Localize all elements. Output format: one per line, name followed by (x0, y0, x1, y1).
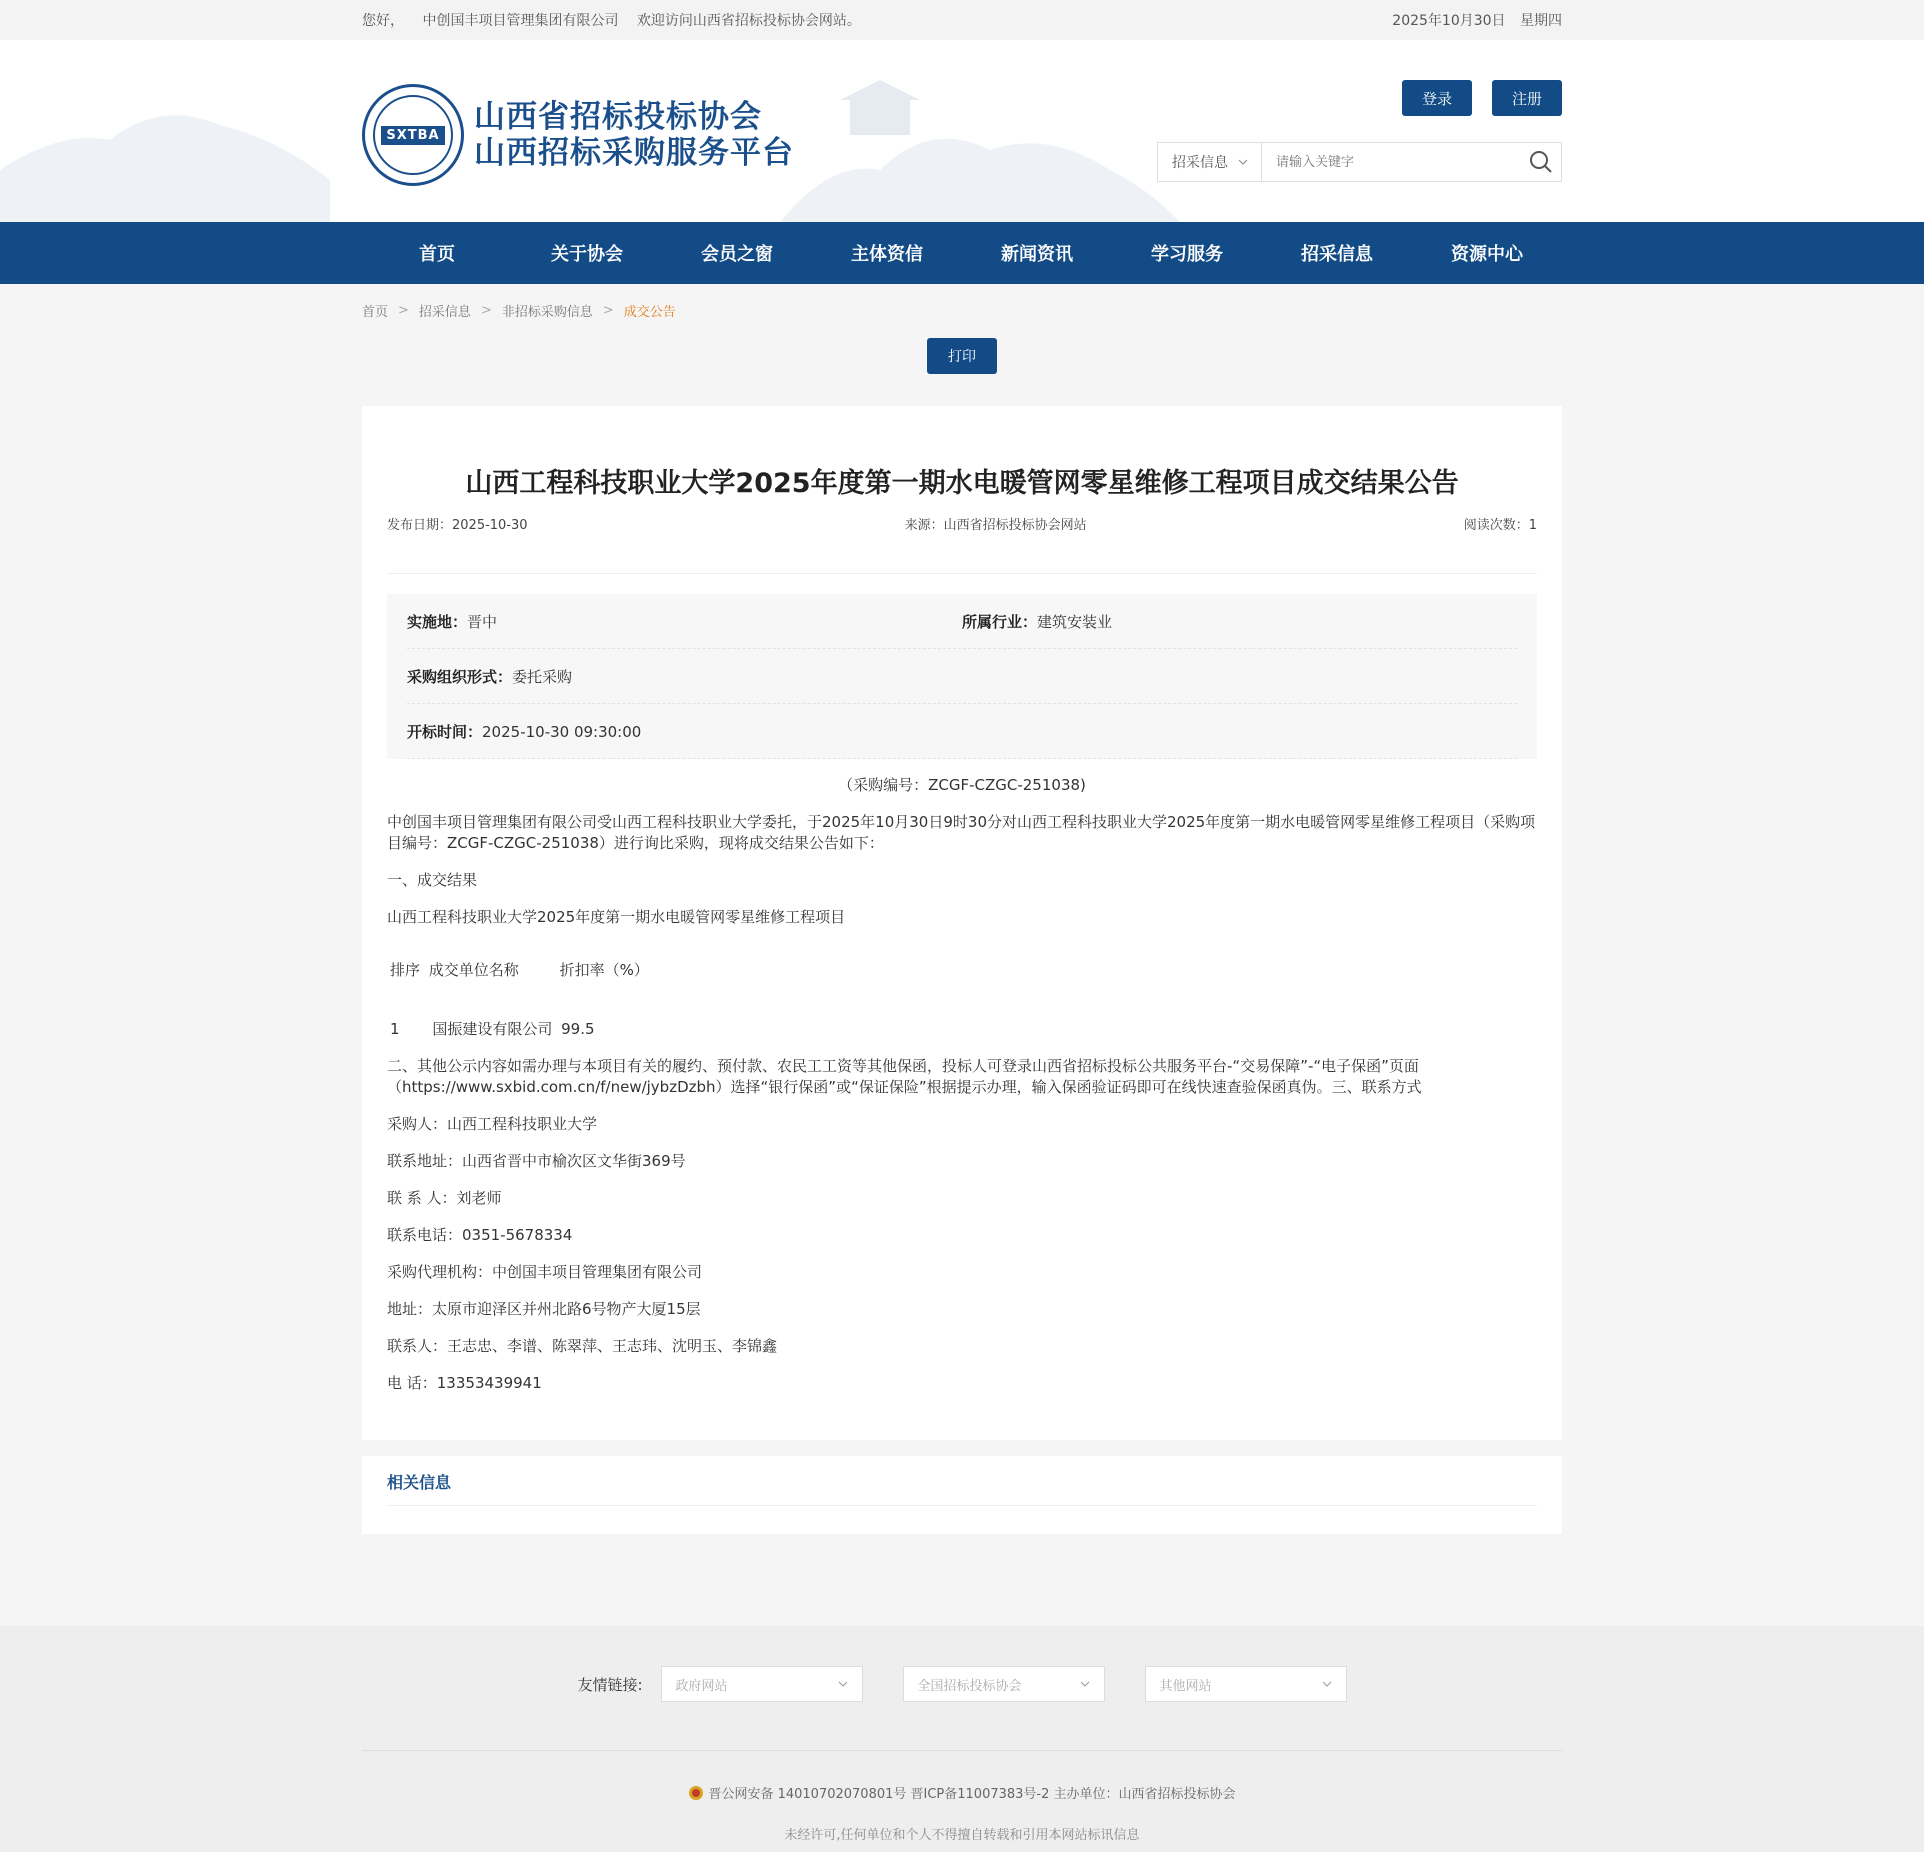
contact-person: 联 系 人：刘老师 (387, 1189, 502, 1207)
nav-news[interactable]: 新闻资讯 (1001, 244, 1073, 265)
nav-procurement[interactable]: 招采信息 (1301, 244, 1373, 265)
main-nav (0, 222, 1924, 284)
contact-agency-address: 地址：太原市迎泽区并州北路6号物产大厦15层 (387, 1300, 701, 1318)
related-title: 相关信息 (387, 1470, 1537, 1506)
row-discount: 99.5 (561, 1020, 595, 1038)
project-name: 山西工程科技职业大学2025年度第一期水电暖管网零星维修工程项目 (387, 908, 846, 926)
info-row-3 (407, 704, 1517, 759)
search-icon[interactable] (1521, 143, 1561, 181)
greeting-welcome: 欢迎访问山西省招标投标协会网站。 (636, 13, 861, 29)
search-category-label: 招采信息 (1172, 155, 1228, 171)
gov-sites-dropdown[interactable] (661, 1666, 863, 1702)
open-time-label: 开标时间： (407, 722, 483, 741)
contact-agency-people: 联系人：王志忠、李谱、陈翠萍、王志玮、沈明玉、李锦鑫 (387, 1337, 778, 1355)
industry-label: 所属行业： (962, 612, 1038, 631)
login-button[interactable]: 登录 (1402, 80, 1472, 116)
contact-agency-phone: 电 话：13353439941 (387, 1374, 542, 1392)
chevron-right-icon: > (480, 302, 492, 318)
site-footer (0, 1626, 1924, 1852)
nav-about[interactable]: 关于协会 (551, 244, 623, 265)
procurement-code: （采购编号：ZCGF-CZGC-251038) (838, 776, 1086, 794)
search-category-select[interactable] (1158, 143, 1262, 181)
register-button[interactable]: 注册 (1492, 80, 1562, 116)
org-label: 采购组织形式： (407, 667, 513, 686)
greeting-hello: 您好， (362, 13, 404, 29)
chevron-right-icon: > (398, 302, 409, 318)
article-source: 来源：山西省招标投标协会网站 (904, 518, 1087, 533)
gov-sites-label: 政府网站 (675, 1678, 728, 1694)
site-logo[interactable] (362, 84, 794, 186)
industry-value: 建筑安装业 (1037, 612, 1113, 631)
location-value: 晋中 (467, 612, 498, 631)
police-badge-icon (688, 1785, 704, 1801)
article-body (387, 775, 1537, 1394)
open-time-value: 2025-10-30 09:30:00 (482, 722, 642, 741)
date-text: 2025年10月30日 (1392, 13, 1506, 29)
org-value: 委托采购 (512, 667, 573, 686)
print-row (362, 338, 1562, 386)
row-company: 国振建设有限公司 (432, 1020, 553, 1038)
section-2-paragraph: 二、其他公示内容如需办理与本项目有关的履约、预付款、农民工工资等其他保函，投标人可登录山西省招标投标公共服务平台-“交易保障”-“电子保函”页面（https://www.sxbid.com.cn/f/new/jybzDzbh）选择“银行保函”或“保证保险”根据提示办理，输入保函验证码即可在线快速查验保函真伪。三、联系方式 (387, 1057, 1422, 1096)
col-company: 成交单位名称 (428, 961, 519, 979)
logo-seal (362, 84, 464, 186)
breadcrumb-procurement[interactable]: 招采信息 (418, 304, 471, 320)
breadcrumb-home[interactable]: 首页 (362, 304, 389, 320)
row-rank: 1 (390, 1020, 400, 1038)
record-text[interactable]: 晋公网安备 14010702070801号 晋ICP备11007383号-2 主办单位：山西省招标投标协会 (708, 1787, 1236, 1802)
site-header (0, 40, 1924, 222)
intro-paragraph: 中创国丰项目管理集团有限公司受山西工程科技职业大学委托，于2025年10月30日9时30分对山西工程科技职业大学2025年度第一期水电暖管网零星维修工程项目（采购项目编号：ZCGF-CZGC-251038）进行询比采购，现将成交结果公告如下： (387, 813, 1536, 852)
greeting-company: 中创国丰项目管理集团有限公司 (422, 13, 619, 29)
search-bar (1157, 142, 1562, 182)
info-org (407, 666, 1517, 687)
location-label: 实施地： (407, 612, 468, 631)
current-date (1392, 10, 1562, 30)
top-bar (0, 0, 1924, 40)
logo-text (474, 99, 794, 171)
logo-line2: 山西招标采购服务平台 (474, 135, 794, 171)
chevron-right-icon: > (602, 302, 614, 318)
nav-home[interactable]: 首页 (419, 244, 455, 265)
article-title: 山西工程科技职业大学2025年度第一期水电暖管网零星维修工程项目成交结果公告 (465, 468, 1459, 499)
chevron-down-icon (1322, 1681, 1332, 1687)
col-rank: 排序 (390, 961, 421, 979)
footer-divider (362, 1750, 1562, 1751)
chevron-down-icon (1238, 159, 1248, 165)
article-meta (387, 514, 1537, 574)
result-table-row (390, 1019, 1537, 1040)
other-sites-dropdown[interactable] (1145, 1666, 1347, 1702)
contact-phone: 联系电话：0351-5678334 (387, 1226, 573, 1244)
breadcrumb-current[interactable]: 成交公告 (623, 304, 676, 320)
logo-seal-text: SXTBA (381, 126, 444, 145)
info-box (387, 594, 1537, 759)
auth-buttons (1402, 80, 1562, 116)
article (362, 406, 1562, 1440)
chevron-down-icon (838, 1681, 848, 1687)
publish-date: 发布日期：2025-10-30 (387, 518, 528, 533)
contact-agency: 采购代理机构：中创国丰项目管理集团有限公司 (387, 1263, 703, 1281)
chevron-down-icon (1080, 1681, 1090, 1687)
info-open-time (407, 721, 1517, 742)
contact-address: 联系地址：山西省晋中市榆次区文华街369号 (387, 1152, 686, 1170)
breadcrumb (362, 284, 1562, 336)
info-industry (962, 611, 1517, 632)
other-sites-label: 其他网站 (1159, 1678, 1212, 1694)
breadcrumb-non-tender[interactable]: 非招标采购信息 (501, 304, 593, 320)
weekday-text: 星期四 (1520, 13, 1562, 29)
info-row-2 (407, 649, 1517, 704)
contact-buyer: 采购人：山西工程科技职业大学 (387, 1115, 598, 1133)
national-assoc-dropdown[interactable] (903, 1666, 1105, 1702)
record-line (0, 1783, 1924, 1802)
friend-links-label: 友情链接: (577, 1675, 643, 1694)
logo-line1: 山西省招标投标协会 (474, 99, 762, 135)
friend-links (0, 1626, 1924, 1702)
related-info (362, 1456, 1562, 1534)
result-table-header (390, 960, 1537, 981)
section-1-heading: 一、成交结果 (387, 871, 478, 889)
copyright-notice: 未经许可,任何单位和个人不得擅自转载和引用本网站标讯信息 (784, 1828, 1140, 1843)
print-button[interactable]: 打印 (927, 338, 997, 374)
search-input[interactable] (1262, 143, 1521, 181)
nav-credit[interactable]: 主体资信 (851, 244, 923, 265)
col-discount: 折扣率（%） (559, 961, 649, 979)
info-row-1 (407, 594, 1517, 649)
greeting (362, 10, 875, 30)
info-location (407, 611, 962, 632)
national-assoc-label: 全国招标投标协会 (917, 1678, 1022, 1694)
nav-learning[interactable]: 学习服务 (1151, 244, 1223, 265)
nav-resources[interactable]: 资源中心 (1451, 244, 1523, 265)
nav-members[interactable]: 会员之窗 (701, 244, 773, 265)
view-count: 阅读次数：1 (1463, 518, 1537, 533)
